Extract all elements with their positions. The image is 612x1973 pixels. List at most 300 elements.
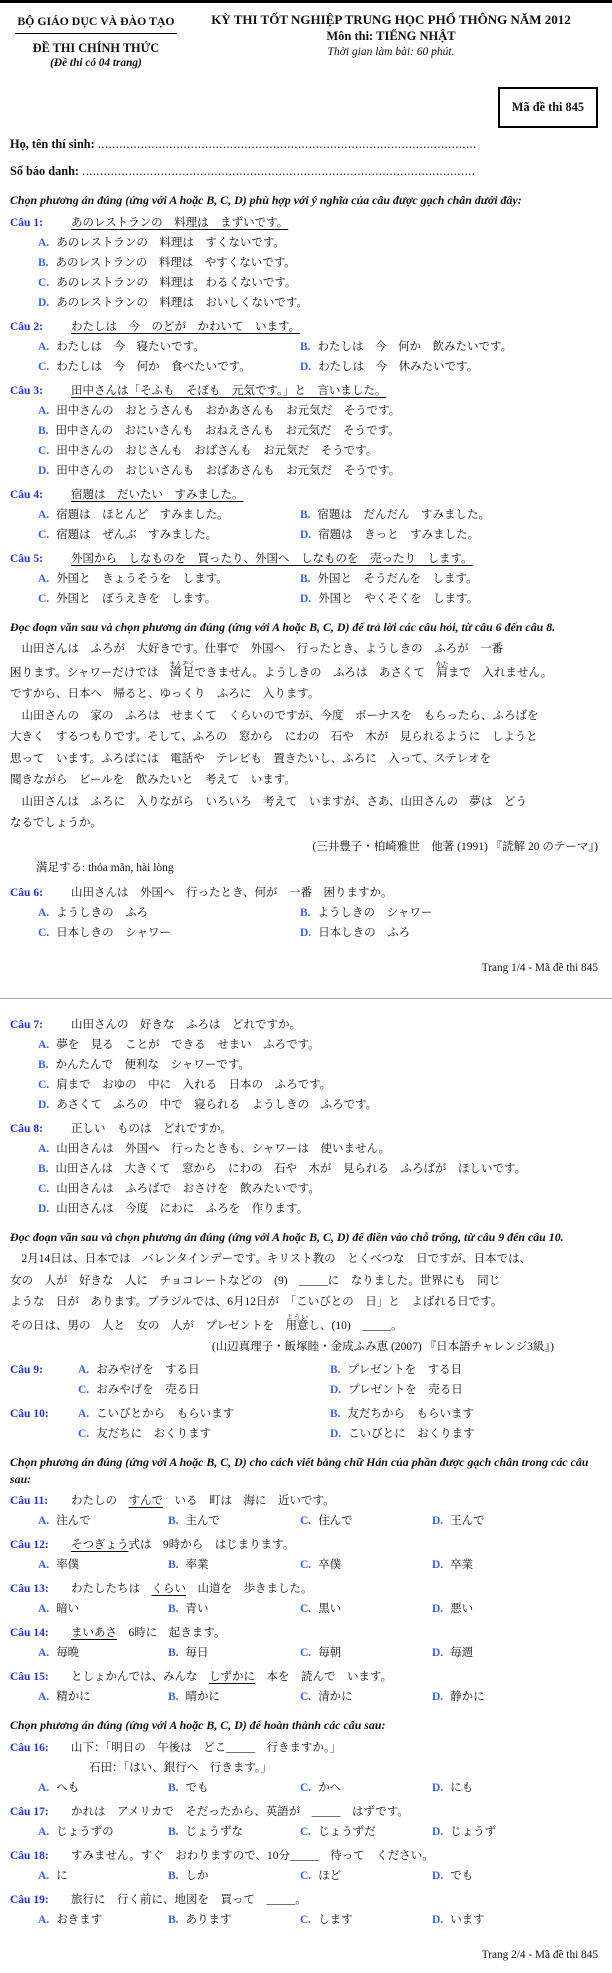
option-letter: C. (38, 1182, 50, 1195)
option-16C (300, 1778, 432, 1798)
option-letter: D. (330, 1428, 342, 1440)
header-right-block (182, 12, 600, 71)
option-letter: C. (38, 1078, 50, 1091)
option-letter: D. (300, 528, 312, 541)
question-head (10, 1802, 600, 1822)
option-letter: C. (300, 1781, 312, 1794)
option-letter: C. (78, 1384, 90, 1396)
option-text: 山田さんは 大きくて 窓から にわの 石や 木が 見られる ふろばが ほしいです。 (55, 1162, 527, 1175)
passage-line (10, 1249, 600, 1271)
exam-code-box: Mã đề thi 845 (498, 87, 598, 128)
option-18A (38, 1866, 168, 1886)
option-letter: D. (432, 1913, 444, 1926)
option-11C (300, 1511, 432, 1531)
question-number: Câu 6: (10, 886, 43, 899)
question-18 (10, 1846, 600, 1886)
option-letter: A. (38, 1913, 50, 1926)
question-head (10, 1579, 600, 1599)
option-3C (38, 441, 600, 461)
option-17B (168, 1822, 300, 1842)
option-text: こいびとから もらいます (96, 1408, 235, 1420)
page-divider (0, 998, 612, 999)
question-stem (71, 1671, 392, 1683)
text-run: 式は 9時から はじまります。 (128, 1539, 295, 1551)
option-text: じょうず (450, 1825, 497, 1838)
question-stem (71, 1539, 294, 1551)
option-17A (38, 1822, 168, 1842)
question-stem (71, 489, 244, 501)
option-15A (38, 1687, 168, 1707)
option-letter: C. (38, 926, 50, 939)
option-text: 精かに (56, 1691, 91, 1703)
text-run: わたしの (71, 1495, 129, 1507)
text-run: 大きく するつもりです。そして、ふろの 窓から にわの 石や 木が 見られるように しようと (10, 731, 538, 743)
text-run: 山道を 歩きました。 (186, 1583, 313, 1595)
question-head (10, 1738, 600, 1758)
passage-line (10, 706, 600, 728)
option-text: 毎週 (450, 1647, 474, 1659)
question-9 (10, 1360, 600, 1400)
options-group (10, 1866, 600, 1886)
options-group (10, 1139, 600, 1219)
option-letter: A. (38, 1781, 50, 1794)
option-text: 静かに (450, 1691, 485, 1703)
question-head (10, 1623, 600, 1643)
text-run: 6時に 起きます。 (117, 1627, 226, 1639)
option-text: ようしきの ふろ (56, 906, 149, 919)
option-text: 主んで (185, 1515, 221, 1527)
question-number: Câu 5: (10, 552, 43, 565)
option-19B (168, 1910, 300, 1930)
option-letter: C. (38, 360, 50, 373)
passage-line (10, 749, 600, 771)
question-head (10, 1015, 600, 1035)
option-19A (38, 1910, 168, 1930)
option-3D (38, 461, 600, 481)
option-text: おきます (56, 1913, 103, 1926)
option-text: 外国と ぼうえきを します。 (56, 592, 217, 605)
option-15B (168, 1687, 300, 1707)
option-8A (38, 1139, 600, 1159)
option-letter: C. (300, 1913, 312, 1926)
option-text: でも (185, 1781, 209, 1794)
option-7A (38, 1035, 600, 1055)
option-text: わたしは 今 何か 食べたいです。 (56, 360, 251, 373)
option-letter: D. (432, 1603, 444, 1615)
option-letter: B. (38, 424, 49, 437)
option-letter: B. (330, 1408, 341, 1420)
text-run: かれは アメリカで そだったから、英語が _____ はずです。 (71, 1805, 409, 1818)
option-15C (300, 1687, 432, 1707)
options-group (10, 233, 600, 313)
text-run: ですから、日本へ 帰ると、ゆっくり ふろに 入ります。 (10, 688, 320, 700)
option-letter: D. (432, 1691, 444, 1703)
option-text: 外国と きょうそうを します。 (56, 572, 228, 585)
option-6C (38, 923, 300, 943)
furigana-text: 用意ようい (285, 1313, 309, 1332)
option-14C (300, 1643, 432, 1663)
text-run: 女の 人が 好きな 人に チョコレートなどの (9) _____に なりました。世界にも 同じ (10, 1274, 501, 1287)
underlined-text: あのレストランの 料理は まずいです。 (71, 216, 289, 229)
option-letter: D. (300, 360, 312, 373)
option-3A (38, 401, 600, 421)
option-4A (38, 505, 300, 525)
option-16B (168, 1778, 300, 1798)
question-number: Câu 8: (10, 1122, 43, 1135)
option-letter: D. (38, 296, 50, 309)
option-text: あのレストランの 料理は わるくないです。 (56, 276, 297, 289)
option-letter: A. (38, 1559, 50, 1571)
option-letter: C. (300, 1691, 312, 1703)
options-group (78, 1404, 600, 1444)
official-exam-label: ĐỀ THI CHÍNH THỨC (32, 41, 160, 55)
question-stem (71, 1495, 335, 1507)
question-head (10, 1846, 600, 1866)
option-text: います (450, 1913, 485, 1926)
question-stem (71, 553, 473, 565)
option-letter: C. (300, 1869, 312, 1882)
option-letter: C. (38, 444, 50, 457)
question-number: Câu 10: (10, 1408, 49, 1420)
option-text: 青い (185, 1603, 209, 1615)
question-stem (71, 385, 386, 397)
question-head (10, 1491, 600, 1511)
duration-line: Thời gian làm bài: 60 phút. (327, 46, 455, 58)
option-text: わたしは 今 何か 飲みたいです。 (317, 340, 513, 353)
question-number: Câu 19: (10, 1893, 49, 1906)
option-letter: B. (300, 572, 311, 585)
option-13C (300, 1599, 432, 1619)
question-stem (71, 1123, 232, 1135)
candidate-name-label: Họ, tên thí sinh: (10, 137, 95, 151)
option-letter: B. (38, 1058, 49, 1071)
option-letter: B. (300, 508, 311, 521)
option-10D (330, 1424, 600, 1444)
option-text: 卒僕 (318, 1559, 342, 1571)
option-letter: C. (38, 592, 50, 605)
option-text: 住んで (318, 1515, 353, 1527)
option-text: あのレストランの 料理は やすくないです。 (55, 256, 296, 269)
option-letter: A. (38, 1691, 50, 1703)
text-run: できません。ようしきの ふろは あさくて (194, 666, 437, 679)
option-17D (432, 1822, 600, 1842)
question-15 (10, 1667, 600, 1707)
option-text: かへ (318, 1781, 342, 1794)
option-14D (432, 1643, 600, 1663)
passage-line (10, 684, 600, 706)
question-number: Câu 7: (10, 1018, 43, 1031)
reading-passage (10, 1249, 600, 1337)
option-5B (300, 569, 600, 589)
option-letter: B. (38, 256, 49, 269)
section-instruction: Chọn phương án đúng (ứng với A hoặc B, C, D) để hoàn thành các câu sau: (10, 1718, 386, 1732)
option-2A (38, 337, 300, 357)
option-text: 率業 (185, 1559, 209, 1571)
text-run: すみません。すぐ おわりますので、10分_____ 待って ください。 (71, 1849, 434, 1862)
option-text: にも (450, 1781, 474, 1794)
option-16D (432, 1778, 600, 1798)
options-group (10, 505, 600, 545)
question-stem-line2 (10, 1758, 600, 1778)
option-text: 友だちに おくります (96, 1428, 212, 1440)
option-text: 田中さんの おじさんも おばさんも お元気だ そうです。 (56, 444, 378, 457)
question-11 (10, 1491, 600, 1531)
option-10B (330, 1404, 600, 1424)
option-letter: B. (168, 1647, 179, 1659)
question-stem (71, 1850, 434, 1862)
question-head (10, 1890, 600, 1910)
passage-citation: (三井豊子・柏崎雅世 他著 (1991) 『読解 20 のテーマ』) (312, 840, 598, 853)
option-letter: B. (168, 1559, 179, 1571)
text-run: 思って います。ふろばには 電話や テレビも 置きたいし、ふろに 入って、ステレオを (10, 752, 492, 765)
option-text: 外国と やくそくを します。 (318, 592, 479, 605)
option-letter: B. (168, 1603, 179, 1615)
option-letter: C. (78, 1428, 90, 1440)
option-letter: C. (300, 1603, 312, 1615)
option-3B (38, 421, 600, 441)
option-text: 宿題は ぜんぶ すみました。 (56, 528, 218, 541)
vocabulary-note: 満足する: thỏa mãn, hài lòng (36, 861, 174, 874)
question-number: Câu 3: (10, 384, 43, 397)
question-13 (10, 1579, 600, 1619)
question-stem (71, 1583, 313, 1595)
question-number: Câu 14: (10, 1627, 49, 1639)
question-head (10, 1667, 600, 1687)
option-text: あのレストランの 料理は すくないです。 (56, 236, 285, 249)
document-body (10, 192, 600, 1965)
option-text: に (56, 1869, 68, 1882)
question-stem (71, 1019, 301, 1031)
option-letter: C. (38, 528, 50, 541)
option-text: 日本しきの シャワー (56, 926, 171, 939)
page-footer: Trang 1/4 - Mã đề thi 845 (481, 961, 598, 974)
exam-title: KỲ THI TỐT NGHIỆP TRUNG HỌC PHỔ THÔNG NĂM 2012 (211, 12, 571, 27)
option-9C (78, 1380, 330, 1400)
question-head (10, 317, 600, 337)
option-letter: B. (168, 1913, 179, 1926)
option-18C (300, 1866, 432, 1886)
question-number: Câu 4: (10, 488, 43, 501)
option-text: 山田さんは 今度 にわに ふろを 作ります。 (56, 1202, 309, 1215)
option-text: 山田さんは ふろばで おさけを 飲みたいです。 (56, 1182, 320, 1195)
option-8D (38, 1199, 600, 1219)
option-5D (300, 589, 600, 609)
option-18B (168, 1866, 300, 1886)
question-head (10, 381, 600, 401)
subject-line: Môn thi: TIẾNG NHẬT (326, 29, 456, 43)
question-number: Câu 1: (10, 216, 43, 229)
option-9A (78, 1360, 330, 1380)
option-letter: B. (300, 906, 311, 919)
option-1C (38, 273, 600, 293)
option-12C (300, 1555, 432, 1575)
option-text: 田中さんの おじいさんも おばあさんも お元気だ そうです。 (56, 464, 401, 477)
option-letter: C. (300, 1825, 312, 1838)
option-4D (300, 525, 600, 545)
option-6B (300, 903, 600, 923)
text-run: わたしたちは (71, 1583, 152, 1595)
option-text: 夢を 見る ことが できる せまい ふろです。 (56, 1038, 320, 1051)
question-number: Câu 2: (10, 320, 43, 333)
option-text: あのレストランの 料理は おいしくないです。 (56, 296, 308, 309)
passage-line (10, 792, 600, 814)
question-head (10, 1360, 600, 1400)
option-text: 山田さんは 外国へ 行ったときも、シャワーは 使いません。 (56, 1142, 391, 1155)
option-letter: A. (38, 572, 50, 585)
option-17C (300, 1822, 432, 1842)
candidate-number-field (10, 161, 600, 182)
text-run: ような 日が あります。ブラジルでは、6月12日が 「こいびとの 日」と よばれる日です。 (10, 1296, 503, 1308)
option-letter: A. (38, 404, 50, 417)
text-run: 聞きながら ビールを 飲みたいと 考えて います。 (10, 774, 296, 786)
question-number: Câu 11: (10, 1495, 49, 1507)
option-letter: A. (38, 1603, 50, 1615)
option-text: 田中さんの おとうさんも おかあさんも お元気だ そうです。 (56, 404, 401, 417)
option-text: 田中さんの おにいさんも おねえさんも お元気だ そうです。 (55, 424, 400, 437)
option-11B (168, 1511, 300, 1531)
question-6 (10, 883, 600, 943)
text-run: 山田さんは ふろが 大好きです。仕事で 外国へ 行ったとき、ようしきの ふろが 一番 (10, 643, 504, 655)
passage-line (10, 639, 600, 661)
option-1B (38, 253, 600, 273)
options-group (10, 1778, 600, 1798)
option-letter: A. (38, 1038, 50, 1051)
option-text: 外国と そうだんを します。 (317, 572, 478, 585)
exam-header (10, 12, 600, 71)
question-head (10, 1404, 600, 1444)
text-run: 旅行に 行く前に、地図を 買って _____。 (71, 1893, 307, 1906)
option-letter: A. (38, 906, 50, 919)
question-number: Câu 17: (10, 1805, 49, 1818)
option-2D (300, 357, 600, 377)
question-stem (71, 321, 300, 333)
option-text: 日本しきの ふろ (318, 926, 411, 939)
question-4 (10, 485, 600, 545)
option-text: じょうずの (56, 1825, 114, 1838)
underlined-text: くらい (151, 1583, 186, 1595)
question-number: Câu 12: (10, 1539, 49, 1551)
option-text: 率僕 (56, 1559, 80, 1571)
underlined-text: 田中さんは「そふも そぼも 元気です。」と 言いました。 (71, 384, 387, 397)
text-run: 山田さんは 外国へ 行ったとき、何が 一番 困りますか。 (71, 886, 393, 899)
text-run: 山田さんの 好きな ふろは どれですか。 (71, 1018, 301, 1031)
question-head (10, 213, 600, 233)
text-run: 山田さんは ふろに 入りながら いろいろ 考えて いますが、さあ、山田さんの 夢は どう (10, 795, 528, 808)
text-run: 2月14日は、日本では バレンタインデーです。キリスト教の とくべつな 日ですが、日本では、 (10, 1253, 532, 1265)
option-letter: D. (38, 1098, 50, 1111)
text-run: し、(10) _____。 (308, 1319, 403, 1332)
option-19C (300, 1910, 432, 1930)
option-13B (168, 1599, 300, 1619)
option-4B (300, 505, 600, 525)
underlined-text: わたしは 今 のどが かわいて います。 (71, 320, 301, 333)
option-text: わたしは 今 休みたいです。 (318, 360, 479, 373)
exam-code-row (10, 87, 598, 128)
option-letter: A. (78, 1408, 90, 1420)
text-run: その日は、男の 人と 女の 人が プレゼントを (10, 1319, 286, 1332)
question-7 (10, 1015, 600, 1115)
option-letter: D. (300, 926, 312, 939)
question-head (10, 549, 600, 569)
passage-line (10, 727, 600, 749)
option-text: 毎晩 (56, 1647, 80, 1659)
question-16 (10, 1738, 600, 1798)
option-6D (300, 923, 600, 943)
option-letter: D. (38, 1202, 50, 1215)
option-text: ようしきの シャワー (317, 906, 433, 919)
option-4C (38, 525, 300, 545)
option-letter: D. (300, 592, 312, 605)
question-number: Câu 9: (10, 1364, 43, 1376)
option-text: へも (56, 1781, 80, 1794)
question-5 (10, 549, 600, 609)
question-stem (71, 1894, 307, 1906)
option-letter: B. (168, 1781, 179, 1794)
option-text: 宿題は きっと すみました。 (318, 528, 480, 541)
option-11D (432, 1511, 600, 1531)
candidate-number-label: Số báo danh: (10, 164, 80, 178)
option-1A (38, 233, 600, 253)
text-run: 山下：「明日の 午後は どこ_____ 行きますか。」 (71, 1741, 342, 1754)
question-head (10, 1119, 600, 1139)
options-group (10, 903, 600, 943)
option-5A (38, 569, 300, 589)
underlined-text: そつぎょう (71, 1539, 129, 1551)
question-stem (71, 1627, 225, 1639)
candidate-number-dotted-line: .............................................................................................................. (82, 164, 476, 178)
option-14B (168, 1643, 300, 1663)
option-text: こいびとに おくります (348, 1428, 475, 1440)
exam-page-2 (10, 1015, 600, 1965)
exam-page-1 (10, 192, 600, 978)
underlined-text: すんで (128, 1495, 163, 1507)
option-7B (38, 1055, 600, 1075)
option-text: 肩まで おゆの 中に 入れる 日本の ふろです。 (56, 1078, 332, 1091)
question-head (10, 1535, 600, 1555)
text-run: 本を 読んで います。 (255, 1671, 393, 1683)
option-13A (38, 1599, 168, 1619)
passage-line (10, 661, 600, 685)
option-text: 毎日 (185, 1647, 209, 1659)
option-text: 友だちから もらいます (347, 1408, 475, 1420)
underlined-text: 外国から しなものを 買ったり、外国へ しなものを 売ったり します。 (71, 552, 473, 565)
option-letter: B. (38, 1162, 49, 1175)
option-text: あさくて ふろの 中で 寝られる ようしきの ふろです。 (56, 1098, 378, 1111)
option-text: 毎朝 (318, 1647, 342, 1659)
option-12B (168, 1555, 300, 1575)
options-group (10, 1910, 600, 1930)
option-7C (38, 1075, 600, 1095)
option-text: 王んで (450, 1515, 485, 1527)
furigana-text: 満足まんぞく (169, 660, 196, 679)
option-text: 暗い (56, 1603, 80, 1615)
option-letter: A. (38, 508, 50, 521)
question-1 (10, 213, 600, 313)
option-19D (432, 1910, 600, 1930)
option-letter: D. (330, 1384, 342, 1396)
option-2B (300, 337, 600, 357)
option-text: おみやげを する日 (96, 1364, 200, 1376)
option-text: おみやげを 売る日 (96, 1384, 200, 1396)
option-text: しか (185, 1869, 209, 1882)
option-letter: B. (168, 1691, 179, 1703)
section-instruction: Đọc đoạn văn sau và chọn phương án đúng (ứng với A hoặc B, C, D) để trả lời các câu hỏi, từ câu 6 đến câu 8. (10, 619, 556, 634)
option-letter: D. (432, 1559, 444, 1571)
option-15D (432, 1687, 600, 1707)
text-run: なるでしょうか。 (10, 817, 102, 829)
question-2 (10, 317, 600, 377)
underlined-text: まいあさ (71, 1627, 117, 1639)
